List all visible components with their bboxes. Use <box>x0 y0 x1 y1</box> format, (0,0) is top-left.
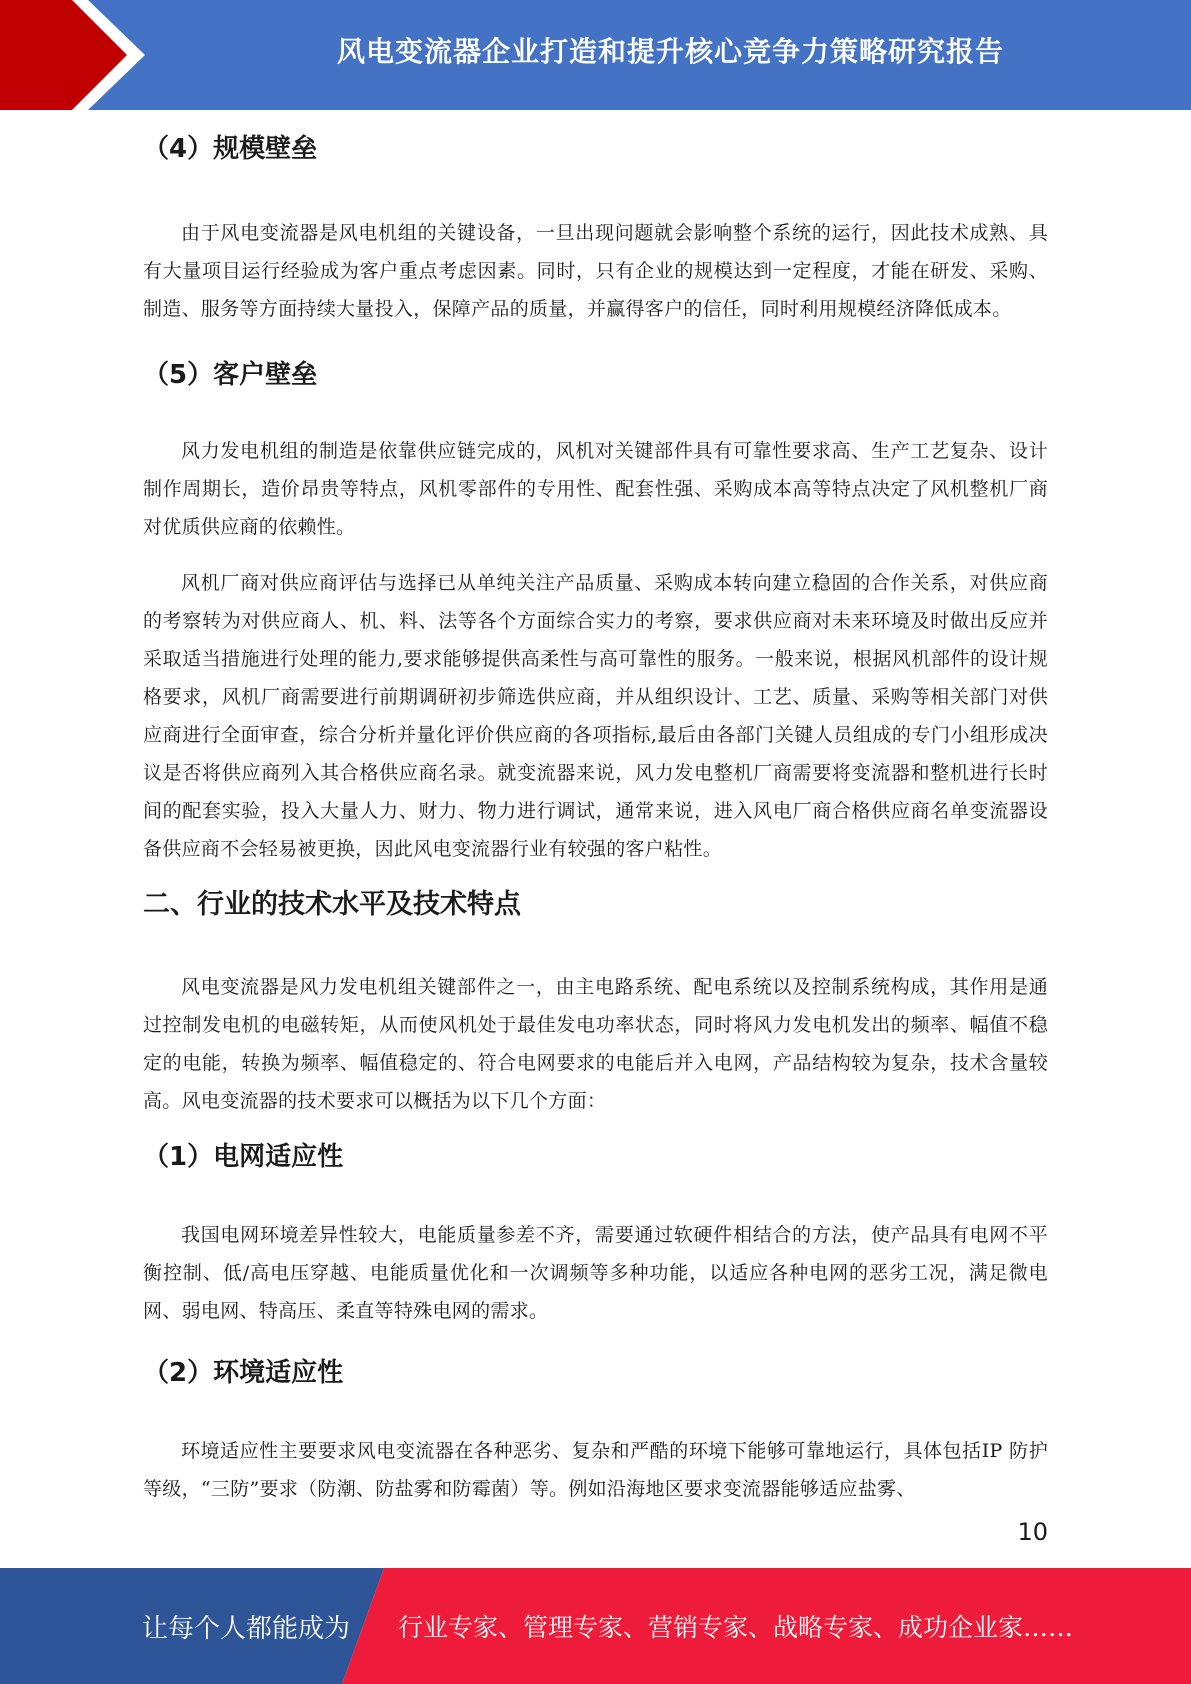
paragraph-customer-barrier-2: 风机厂商对供应商评估与选择已从单纯关注产品质量、采购成本转向建立稳固的合作关系，对供应商的考察转为对供应商人、机、料、法等各个方面综合实力的考察，要求供应商对未来环境及时做出反应并采取适当措施进行处理的能力,要求能够提供高柔性与高可靠性的服务。一般来说，根据风机部件的设计规格要求，风机厂商需要进行前期调研初步筛选供应商，并从组织设计、工艺、质量、采购等相关部门对供应商进行全面审查，综合分析并量化评价供应商的各项指标,最后由各部门关键人员组成的专门小组形成决议是否将供应商列入其合格供应商名录。就变流器来说，风力发电整机厂商需要将变流器和整机进行长时间的配套实验，投入大量人力、财力、物力进行调试，通常来说，进入风电厂商合格供应商名单变流器设备供应商不会轻易被更换，因此风电变流器行业有较强的客户粘性。 <box>143 572 1048 860</box>
page-number: 10 <box>1017 1518 1048 1546</box>
section-heading-scale-barrier: （4）规模壁垒 <box>143 134 318 164</box>
page-footer <box>0 1568 1191 1684</box>
section-heading-grid-adaptability: （1）电网适应性 <box>143 1142 344 1172</box>
paragraph-technology-intro: 风电变流器是风力发电机组关键部件之一，由主电路系统、配电系统以及控制系统构成，其作用是通过控制发电机的电磁转矩，从而使风机处于最佳发电功率状态，同时将风力发电机发出的频率、幅值不稳定的电能，转换为频率、幅值稳定的、符合电网要求的电能后并入电网，产品结构较为复杂，技术含量较高。风电变流器的技术要求可以概括为以下几个方面： <box>143 976 1048 1112</box>
page-header <box>0 0 1191 110</box>
header-arrow-decoration <box>0 0 150 110</box>
paragraph-grid-adaptability: 我国电网环境差异性较大，电能质量参差不齐，需要通过软硬件相结合的方法，使产品具有电网不平衡控制、低/高电压穿越、电能质量优化和一次调频等多种功能，以适应各种电网的恶劣工况，满足微电网、弱电网、特高压、柔直等特殊电网的需求。 <box>143 1224 1048 1322</box>
paragraph-customer-barrier-1: 风力发电机组的制造是依靠供应链完成的，风机对关键部件具有可靠性要求高、生产工艺复杂、设计制作周期长，造价昂贵等特点，风机零部件的专用性、配套性强、采购成本高等特点决定了风机整机厂商对优质供应商的依赖性。 <box>143 440 1048 538</box>
paragraph-environment-adaptability: 环境适应性主要要求风电变流器在各种恶劣、复杂和严酷的环境下能够可靠地运行，具体包括IP 防护等级，“三防”要求（防潮、防盐雾和防霉菌）等。例如沿海地区要求变流器能够适应盐雾、 <box>143 1440 1048 1500</box>
section-heading-customer-barrier: （5）客户壁垒 <box>143 360 318 390</box>
footer-slogan-left: 让每个人都能成为 <box>142 1613 351 1644</box>
page-body <box>143 126 1048 1508</box>
paragraph-scale-barrier: 由于风电变流器是风电机组的关键设备，一旦出现问题就会影响整个系统的运行，因此技术成熟、具有大量项目运行经验成为客户重点考虑因素。同时，只有企业的规模达到一定程度，才能在研发、采购、制造、服务等方面持续大量投入，保障产品的质量，并赢得客户的信任，同时利用规模经济降低成本。 <box>143 222 1048 320</box>
report-title: 风电变流器企业打造和提升核心竞争力策略研究报告 <box>336 35 1004 68</box>
section-heading-environment-adaptability: （2）环境适应性 <box>143 1358 344 1388</box>
chapter-heading-technology: 二、行业的技术水平及技术特点 <box>143 889 521 920</box>
footer-slogan-right: 行业专家、管理专家、营销专家、战略专家、成功企业家…… <box>398 1613 1074 1642</box>
